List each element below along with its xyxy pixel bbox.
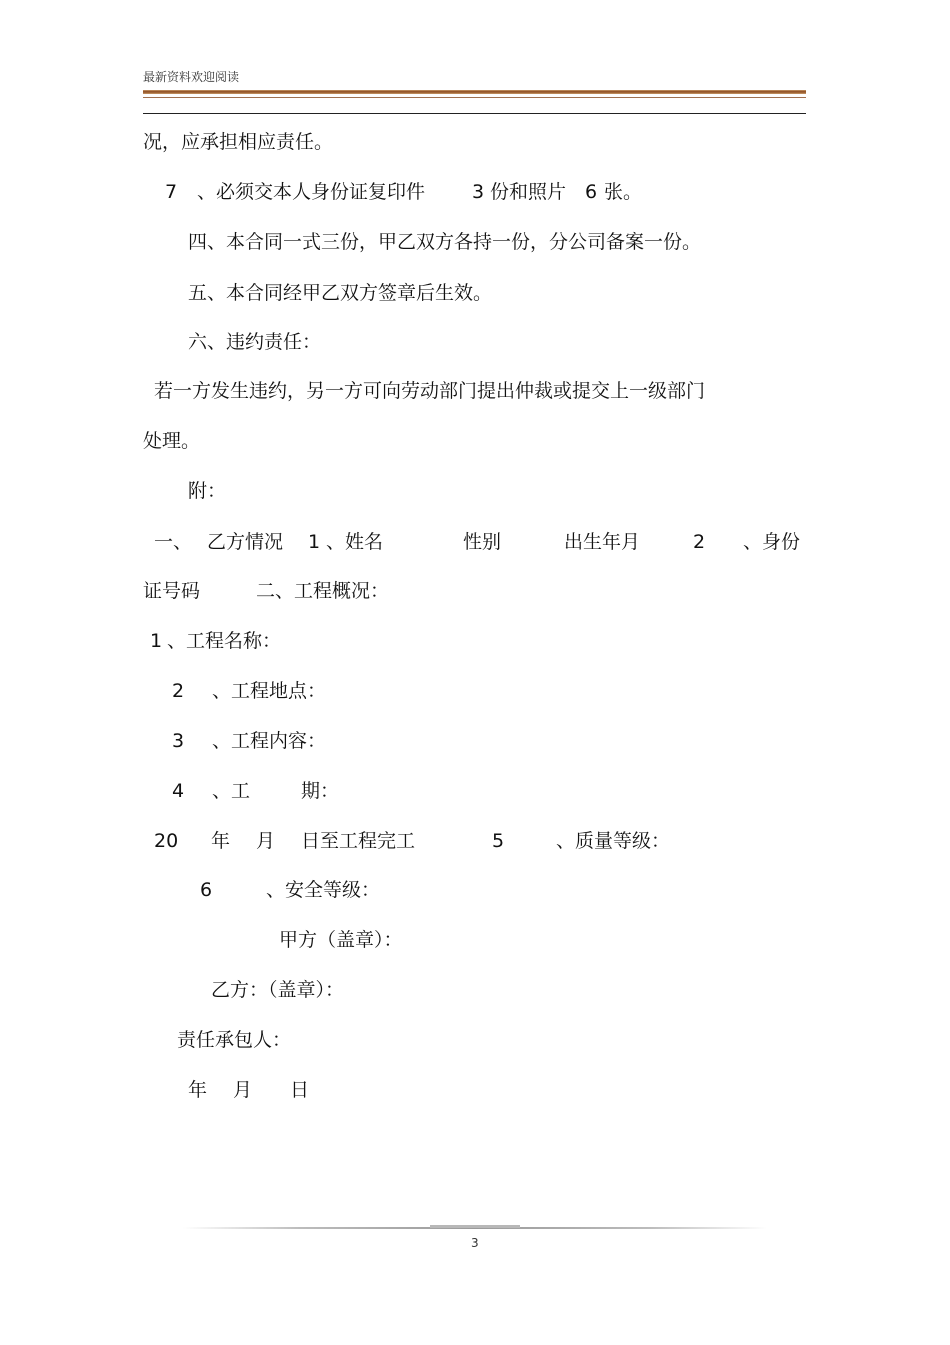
paragraph-line: 况，应承担相应责任。 xyxy=(143,131,334,153)
clause-number: 7 xyxy=(165,181,178,203)
label: 、质量等级： xyxy=(556,830,671,852)
label: 、身份 xyxy=(743,531,801,553)
label: 证号码 xyxy=(143,580,201,602)
section-six-heading: 六、违约责任： xyxy=(188,331,322,353)
party-a-seal: 甲方（盖章）： xyxy=(279,929,403,951)
section-four: 四、本合同一式三份，甲乙双方各持一份，分公司备案一份。 xyxy=(188,231,702,253)
label: 出生年月 xyxy=(564,531,641,553)
label: 日至工程完工 xyxy=(301,830,416,852)
count-value: 6 xyxy=(585,181,598,203)
item-number: 3 xyxy=(172,730,185,752)
count-value: 3 xyxy=(472,181,485,203)
clause-text: 、必须交本人身份证复印件 xyxy=(197,181,426,203)
header-rule-thick xyxy=(143,90,806,94)
item-number: 2 xyxy=(172,680,185,702)
label: 日 xyxy=(290,1079,310,1101)
responsible-contractor: 责任承包人： xyxy=(177,1029,292,1051)
section-five: 五、本合同经甲乙双方签章后生效。 xyxy=(188,282,493,304)
paragraph-line: 若一方发生违约，另一方可向劳动部门提出仲裁或提交上一级部门 xyxy=(154,380,706,402)
label: 月 xyxy=(233,1079,253,1101)
item-number: 1 xyxy=(150,630,163,652)
label: 年 xyxy=(188,1079,208,1101)
party-b-seal: 乙方：（盖章）： xyxy=(211,979,345,1001)
paragraph-line: 处理。 xyxy=(143,430,201,452)
label: 月 xyxy=(256,830,276,852)
item-number: 6 xyxy=(200,879,213,901)
item-number: 1 xyxy=(308,531,321,553)
label: 二、工程概况： xyxy=(256,580,390,602)
clause-text: 张。 xyxy=(604,181,643,203)
page-number: 3 xyxy=(471,1236,479,1250)
header-rule-thin xyxy=(143,97,806,98)
footer-rule-accent xyxy=(430,1225,520,1228)
label: 性别 xyxy=(463,531,502,553)
label: 、安全等级： xyxy=(266,879,381,901)
year-prefix: 20 xyxy=(154,830,179,852)
label: 、工程地点： xyxy=(212,680,327,702)
item-marker: 一、 xyxy=(154,531,193,553)
header-text: 最新资料欢迎阅读 xyxy=(143,70,240,84)
label: 、工程名称： xyxy=(167,630,282,652)
item-number: 5 xyxy=(492,830,505,852)
label: 、工 xyxy=(212,780,251,802)
label: 乙方情况 xyxy=(207,531,284,553)
item-number: 4 xyxy=(172,780,185,802)
label: 、姓名 xyxy=(326,531,384,553)
body-top-rule xyxy=(143,113,806,114)
appendix-heading: 附： xyxy=(188,480,227,502)
clause-text: 份和照片 xyxy=(490,181,567,203)
item-number: 2 xyxy=(693,531,706,553)
label: 年 xyxy=(211,830,231,852)
label: 、工程内容： xyxy=(212,730,327,752)
label: 期： xyxy=(301,780,340,802)
